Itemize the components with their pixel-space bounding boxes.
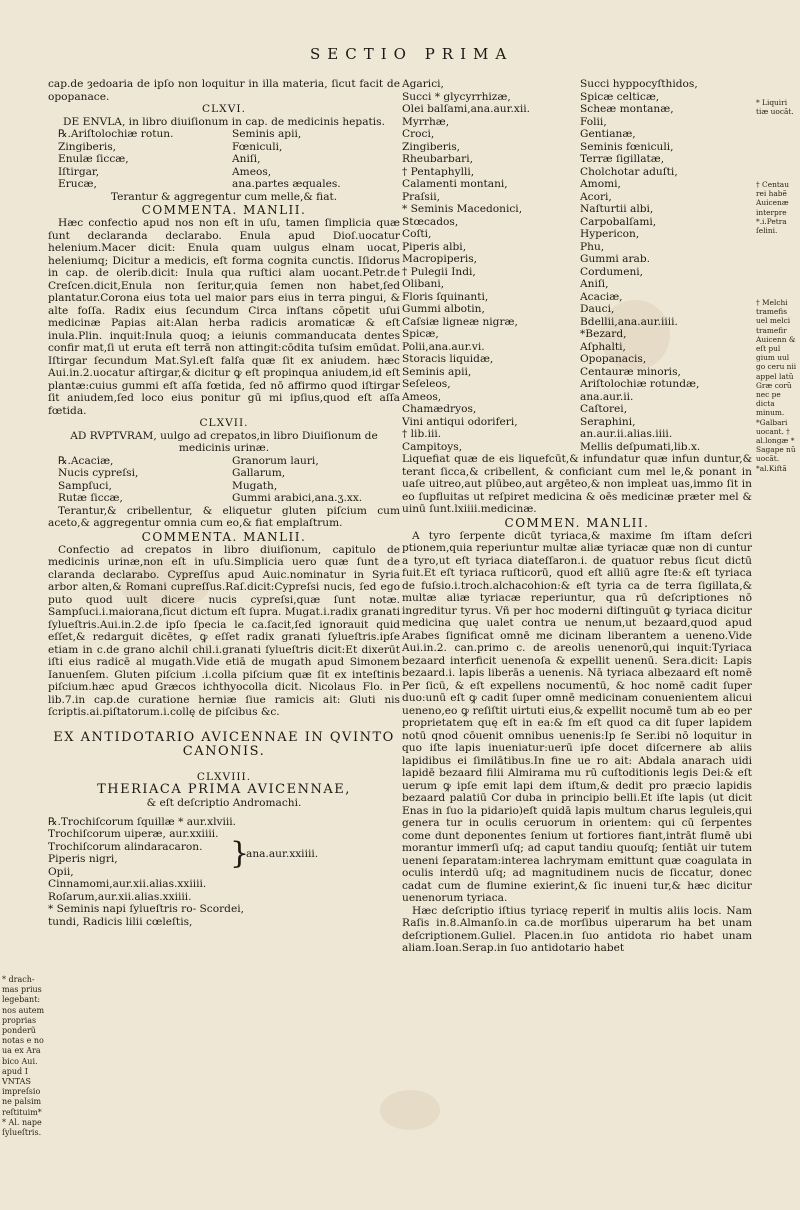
ingredient: * Seminis napi ſylueſtris ro- Scordei, xyxy=(48,903,244,915)
recipe-closing: Liquefiat quæ de eis liquefcūt,& infundatur quæ infun duntur,& terant ſicca,& cribellent, & conficiant cum mel le,& ponant in uaſe uitreo,aut plūbeo,aut argēteo,& non impleat uas,immo ſit in eo ſupfluitas ut reſpiret medicina & oēs medicinæ præter mel & uinū ſunt.lxiiii.medicinæ. xyxy=(402,453,752,515)
commentary-text: A tyro ſerpente dicūt tyriaca,& maxime ſm iſtam deſcri ptionem,quia reperiuntur multæ aliæ tyriacæ quæ non di cuntur a tyro,ut eſt tyriaca diateſſaron.i. de quatuor rebus ſicut dictū fuit.Et eſt tyriaca ruſticorū, quod eſt alliū agre ſte:& eſt tyriaca de fuſsio.i.troch.alchacohion:& eſt tyria ca de terra ſigillata,& multæ aliæ tyriacæ reperiuntur, qua rū deſcriptiones nō ingreditur tyrus. Vñ per hoc moderni diſtinguūt ꝙ tyriaca dicitur medicina quę ualet contra ue nenum,ut bezaard,quod apud Arabes ſignificat omnē me dicinam liberantem a ueneno.Vide Aui.in.2. can.primo c. de areolis uenenorū,qui inquit:Tyriaca bezaard interficit uenenoſa & expellit uenenū. Sera.dicit: Lapis bezaard.i. lapis liberās a uenenis. Nā tyriaca albezaard eſt nomē Per ſicū, & eſt expellens nocumentū, & hoc nomē cadit ſuper duo:unū eſt ꝙ cadit ſuper omnē medicinam conuenientem alicui ueneno,eo ꝙ reſiſtit uirtuti eius,& expellit nocumē tum ab eo per proprietatem quę eſt in ea:& ſm eſt quod ca dit ſuper lapidem notū qnod cōuenit omnibus uenenis:Ip ſe Ser.ibi nō loquitur in quo iſte lapis inueniatur:uerū ipſe docet diſcernere ab aliis lapidibus ei ſimilātibus.In fine ue ro ait: Abdala anarach uidi lapidē bezaard filii Almirama mu rū cuſtoditionis legis Dei:& eſt uerum ꝙ ipſe emit lapi dem iſtum,& dedit pro præcio lapidis bezaard palatiū Cor duba in principio belli.Et iſte lapis (ut dicit Enas in ſuo la pidario)eſt quidā lapis multum charus leguleis,qui genera tur in oculis ceruorum in orientem: qui cū ſerpentes come dunt deponentes ſenium ut fortiores fiant,intrāt flumē ubi morantur immerſi uſq; ad caput tandiu quouſq; ſentiāt uir tutem ueneni ſeparatam:interea lachrymam emittunt quæ coagulata in oculis interdū uſq; ad magnitudinem nucis de ſiccatur, donec cadat cum de flumine exierint,& ſic inueni tur,& hæc dicitur uenenorum tyriaca. xyxy=(402,529,752,904)
ingredient: Seminis fœniculi, xyxy=(580,140,674,153)
ingredient: Croci, xyxy=(402,128,435,140)
ingredient: ℞.Acaciæ, xyxy=(58,454,114,467)
ingredient: Cordumeni, xyxy=(580,265,644,278)
ingredient: † Pulegii Indi, xyxy=(402,265,476,278)
ingredient: Succi hyppocyſthidos, xyxy=(580,78,698,90)
ingredient: Seraphini, xyxy=(580,415,636,428)
ingredient: Gummi arab. xyxy=(580,253,650,265)
right-margin-note: * Liquiri tiæ uocãt. xyxy=(756,98,794,117)
commentary-heading: COMMENTA. MANLII. xyxy=(141,203,307,217)
ingredient: Enulæ ſiccæ, xyxy=(58,153,129,165)
ingredient: Seminis apii, xyxy=(232,128,302,140)
ingredient: Carpobalſami, xyxy=(580,215,657,228)
ingredient: Polii,ana.aur.vi. xyxy=(402,340,485,353)
ingredient: Bdellii,ana.aur.iiii. xyxy=(580,315,678,328)
ingredient: Floris ſquinanti, xyxy=(402,290,489,303)
ingredient: Mellis deſpumati,lib.x. xyxy=(580,440,701,453)
ingredient: Ameos, xyxy=(232,165,272,178)
intro-text: cap.de ȝedoaria de ipſo non loquitur in illa materia, ſicut facit de opopanace. xyxy=(48,78,400,103)
ingredient: Aſphalti, xyxy=(580,340,626,353)
ingredient: Opii, xyxy=(48,865,74,878)
commentary-heading: COMMENTA. MANLII. xyxy=(141,529,307,544)
ingredient: Vini antiqui odoriferi, xyxy=(402,415,518,428)
ingredient: Fœniculi, xyxy=(232,140,283,153)
ingredient: * Seminis Macedonici, xyxy=(402,203,523,215)
ingredient: Olibani, xyxy=(402,278,445,290)
ingredient: Piperis albi, xyxy=(402,240,467,253)
ingredient: Opopanacis, xyxy=(580,353,647,365)
ingredient: Gummi albotin, xyxy=(402,303,485,315)
ingredient: Cinnamomi,aur.xii.alias.xxiiii. xyxy=(48,878,207,890)
ingredient: Terræ ſigillatæ, xyxy=(580,153,665,165)
ingredient: Agarici, xyxy=(402,78,444,90)
ingredient: Zingiberis, xyxy=(402,140,461,153)
antidotary-heading: EX ANTIDOTARIO AVICENNAE IN QVINTO CANONIS. xyxy=(53,729,395,759)
ingredient: Storacis liquidæ, xyxy=(402,353,494,365)
ingredient: Myrrhæ, xyxy=(402,115,450,128)
ingredient: Iſtirgar, xyxy=(58,165,100,178)
ingredient: Granorum lauri, xyxy=(232,454,319,467)
ingredient: Sampſuci, xyxy=(58,479,112,492)
ingredient: Acaciæ, xyxy=(580,290,623,303)
right-column xyxy=(402,78,792,955)
ingredient: Acori, xyxy=(580,190,612,203)
ingredient: Campitoys, xyxy=(402,440,463,453)
section-number: CLXVII. xyxy=(199,417,249,429)
ingredient: Piperis nigri, xyxy=(48,853,118,865)
left-margin-note: * drach- mas prius legebant: nos autem proprias ponderũ notas e no ua ex Ara bico Aui. apud I VNTAS impreſsio ne palsim reſtituim* * Al. nape ſylueſtris. xyxy=(2,975,45,1138)
ingredient: tundi, Radicis lilii cœleſtis, xyxy=(48,915,193,928)
ingredient: Folii, xyxy=(580,115,607,128)
ingredient: Aniſi, xyxy=(580,278,609,290)
right-margin-note: † Centau rei habẽ Auicenæ interpre *.i.Petra ſelini. xyxy=(756,180,789,236)
ingredient: Hypericon, xyxy=(580,228,640,240)
ingredient: ℞.Ariſtolochiæ rotun. xyxy=(58,128,174,140)
ingredient: Ameos, xyxy=(402,390,442,403)
ingredient: Caſtorei, xyxy=(580,403,628,415)
ingredient: Calamenti montani, xyxy=(402,178,508,190)
ingredient: ℞.Trochiſcorum ſquillæ * aur.xlviii. xyxy=(48,815,237,828)
section-title: THERIACA PRIMA AVICENNAE, xyxy=(97,782,351,797)
ingredient: Spicæ, xyxy=(402,328,439,340)
running-head: SECTIO PRIMA xyxy=(310,45,514,63)
ingredient: Gallarum, xyxy=(232,467,286,479)
commentary-text: Hæc confectio apud nos non eſt in uſu, tamen ſimplicia quæ ſunt declaranda declarabo. Enula apud Dioſ.uocatur helenium.Macer dicit: Enula quam uulgus elnam uocat, heleniumq; Dicitur a medicis, eſt forma cognita cunctis. Iſidorus in cap. de olerib.dicit: Inula qua ruſtici alam uocant.Petr.de Creſcen.dicit,Enula non ſeritur,quia ſemen non habet,ſed plantatur.Corona eius tota uel maior pars eius in terra pingui, & alte foſſa. Radix eius ſecundum Circa inſtans cōpetit uſui medicinæ Papias ait:Alan herba radicis aromaticæ & eſt inula.Plin. inquit:Inula quoq; a ieiunis commanducata dentes confir mat,ſi ut eruta eſt terrā non attingit:cōdita tuſsim emūdat. Iſtirgar ſecundum Mat.Syl.eſt falſa quæ ſit ex aniudem. hæc Aui.in.2.uocatur aſtirgar,& dicitur ꝙ eſt propinqua aniudem,id eſt plantæ:cuius gummi eſt aſſa fœtida, ſed nō affirmo quod iſtirgar ſit aniudem,ſed loco eius ponitur gū mi ipſius,quod eſt aſſa fœtida. xyxy=(48,217,400,417)
ingredient: Stœcados, xyxy=(402,215,459,228)
ingredient: Rutæ ſiccæ, xyxy=(58,492,123,504)
ingredient: an.aur.ii.alias.iiii. xyxy=(580,428,673,440)
ingredient: Ariſtolochiæ rotundæ, xyxy=(580,378,700,390)
recipe-closing: Terantur,& cribellentur, & eliquetur gluten piſcium cum aceto,& aggregentur omnia cum eo,& fiat emplaſtrum. xyxy=(48,504,400,529)
ingredient: Seſeleos, xyxy=(402,378,451,390)
ingredient: Macropiperis, xyxy=(402,253,478,265)
ingredient: Olei balſami,ana.aur.xii. xyxy=(402,103,530,115)
ingredient: *Bezard, xyxy=(580,328,627,340)
section-title: AD RVPTVRAM, uulgo ad crepatos,in libro Diuiſionum de medicinis urinæ. xyxy=(70,429,378,454)
section-number: CLXVI. xyxy=(202,103,246,115)
ingredient: Erucæ, xyxy=(58,178,97,190)
ingredient: Coſti, xyxy=(402,228,432,240)
ingredient: Naſturtii albi, xyxy=(580,203,654,215)
ingredient: † Pentaphylli, xyxy=(402,165,475,178)
ingredient: Succi * glycyrrhizæ, xyxy=(402,90,511,103)
recipe-list xyxy=(48,128,400,191)
ingredient: Scheæ montanæ, xyxy=(580,103,674,115)
ingredient: Phu, xyxy=(580,240,605,253)
brace: } xyxy=(230,835,250,871)
ingredient: Trochiſcorum uiperæ, aur.xxiiii. xyxy=(48,828,219,840)
ingredient: Dauci, xyxy=(580,303,615,315)
ingredient: ana.aur.ii. xyxy=(580,390,634,403)
brace-label: ana.aur.xxiiii. xyxy=(246,847,319,860)
section-number: CLXVIII. xyxy=(196,770,252,783)
recipe-closing: Terantur & aggregentur cum melle,& fiat. xyxy=(110,190,338,203)
ingredient: Trochiſcorum alindaracaron. xyxy=(48,840,203,853)
ingredient: Praſsii, xyxy=(402,190,441,203)
ingredient: Cholchotar aduſti, xyxy=(580,165,678,178)
ingredient: † lib.iii. xyxy=(402,428,442,440)
right-margin-note: † Melchi tramefis uel melci tramefir Auicenn & eſt pul gium uul go ceru nii appel latũ Græ corũ nec pe dicta minum. *Galbari uocant. † al.longæ * Sagape nũ uocãt. *al.Kiſtã xyxy=(756,298,797,473)
ingredient: Gentianæ, xyxy=(580,128,636,140)
commentary-heading: COMMEN. MANLII. xyxy=(504,515,650,530)
ingredient: Roſarum,aur.xii.alias.xxiiii. xyxy=(48,890,192,903)
ingredient: Nucis cypreſsi, xyxy=(58,467,139,479)
ingredient: Amomi, xyxy=(580,178,621,190)
ingredient: Mugath, xyxy=(232,479,278,492)
recipe-list xyxy=(48,455,400,505)
ingredient: Centauræ minoris, xyxy=(580,365,681,378)
ingredient: Rheubarbari, xyxy=(402,153,473,165)
ingredient: Zingiberis, xyxy=(58,140,117,153)
left-column xyxy=(48,78,400,928)
section-subtitle: & eſt deſcriptio Andromachi. xyxy=(146,797,302,809)
ingredient-list xyxy=(402,78,792,453)
ingredient: Caſsiæ ligneæ nigræ, xyxy=(402,315,518,328)
ingredient: Aniſi, xyxy=(232,153,261,165)
theriaca-recipe xyxy=(48,816,400,929)
commentary-text: Confectio ad crepatos in libro diuiſionum, capitulo de medicinis urinæ,non eſt in uſu.Simplicia uero quæ ſunt de claranda declarabo. Cypreſſus apud Auic.nominatur in Syria arbor alten,& Romani cupreſſus.Raſ.dicit:Cypreſsi nucis, ſed ego puto quod uult dicere nucis cypreſsi,quæ ſunt notæ. Sampſuci.i.maiorana,ſicut dictum eſt ſupra. Mugat.i.radix granati ſylueſtris.Aui.in.2.de ipſo ſpecia le ca.ſacit,ſed ignorauit quid eſſet,& redarguit dicētes, ꝙ eſſet radix granati ſylueſtris.ipſe etiam in c.de grano alchil chil.i.granati ſylueſtris dicit:Et dixerūt iſti eius radicē al mugath.Vide etiā de mugath apud Simonem Ianuenſem. Gluten piſcium .i.colla piſcium quæ ſit ex inteſtinis piſcium.hæc apud Græcos ichthyocolla dicit. Nicolaus Flo. in lib.7.in cap.de curatione herniæ ſiue ramicis ait: Gluti nis ſcriptis.ai.piſtatorum.i.collę de piſcibus &c. xyxy=(48,543,400,718)
commentary-text: Hæc deſcriptio iſtius tyriacę reperiť in multis aliis locis. Nam Raſis in.8.Almanſo.in ca.de morſibus uiperarum ha bet unam deſcriptionem.Guliel. Placen.in ſuo antidota rio habet unam aliam.Ioan.Serap.in ſuo antidotario habet xyxy=(402,904,752,954)
ingredient: Gummi arabici,ana.ʒ.xx. xyxy=(232,492,363,504)
ingredient: Chamædryos, xyxy=(402,403,477,415)
section-title: DE ENVLA, in libro diuiſionum in cap. de medicinis hepatis. xyxy=(63,115,385,128)
ingredient: Spicæ celticæ, xyxy=(580,90,660,103)
ingredient: ana.partes æquales. xyxy=(232,178,341,190)
ingredient: Seminis apii, xyxy=(402,365,472,378)
